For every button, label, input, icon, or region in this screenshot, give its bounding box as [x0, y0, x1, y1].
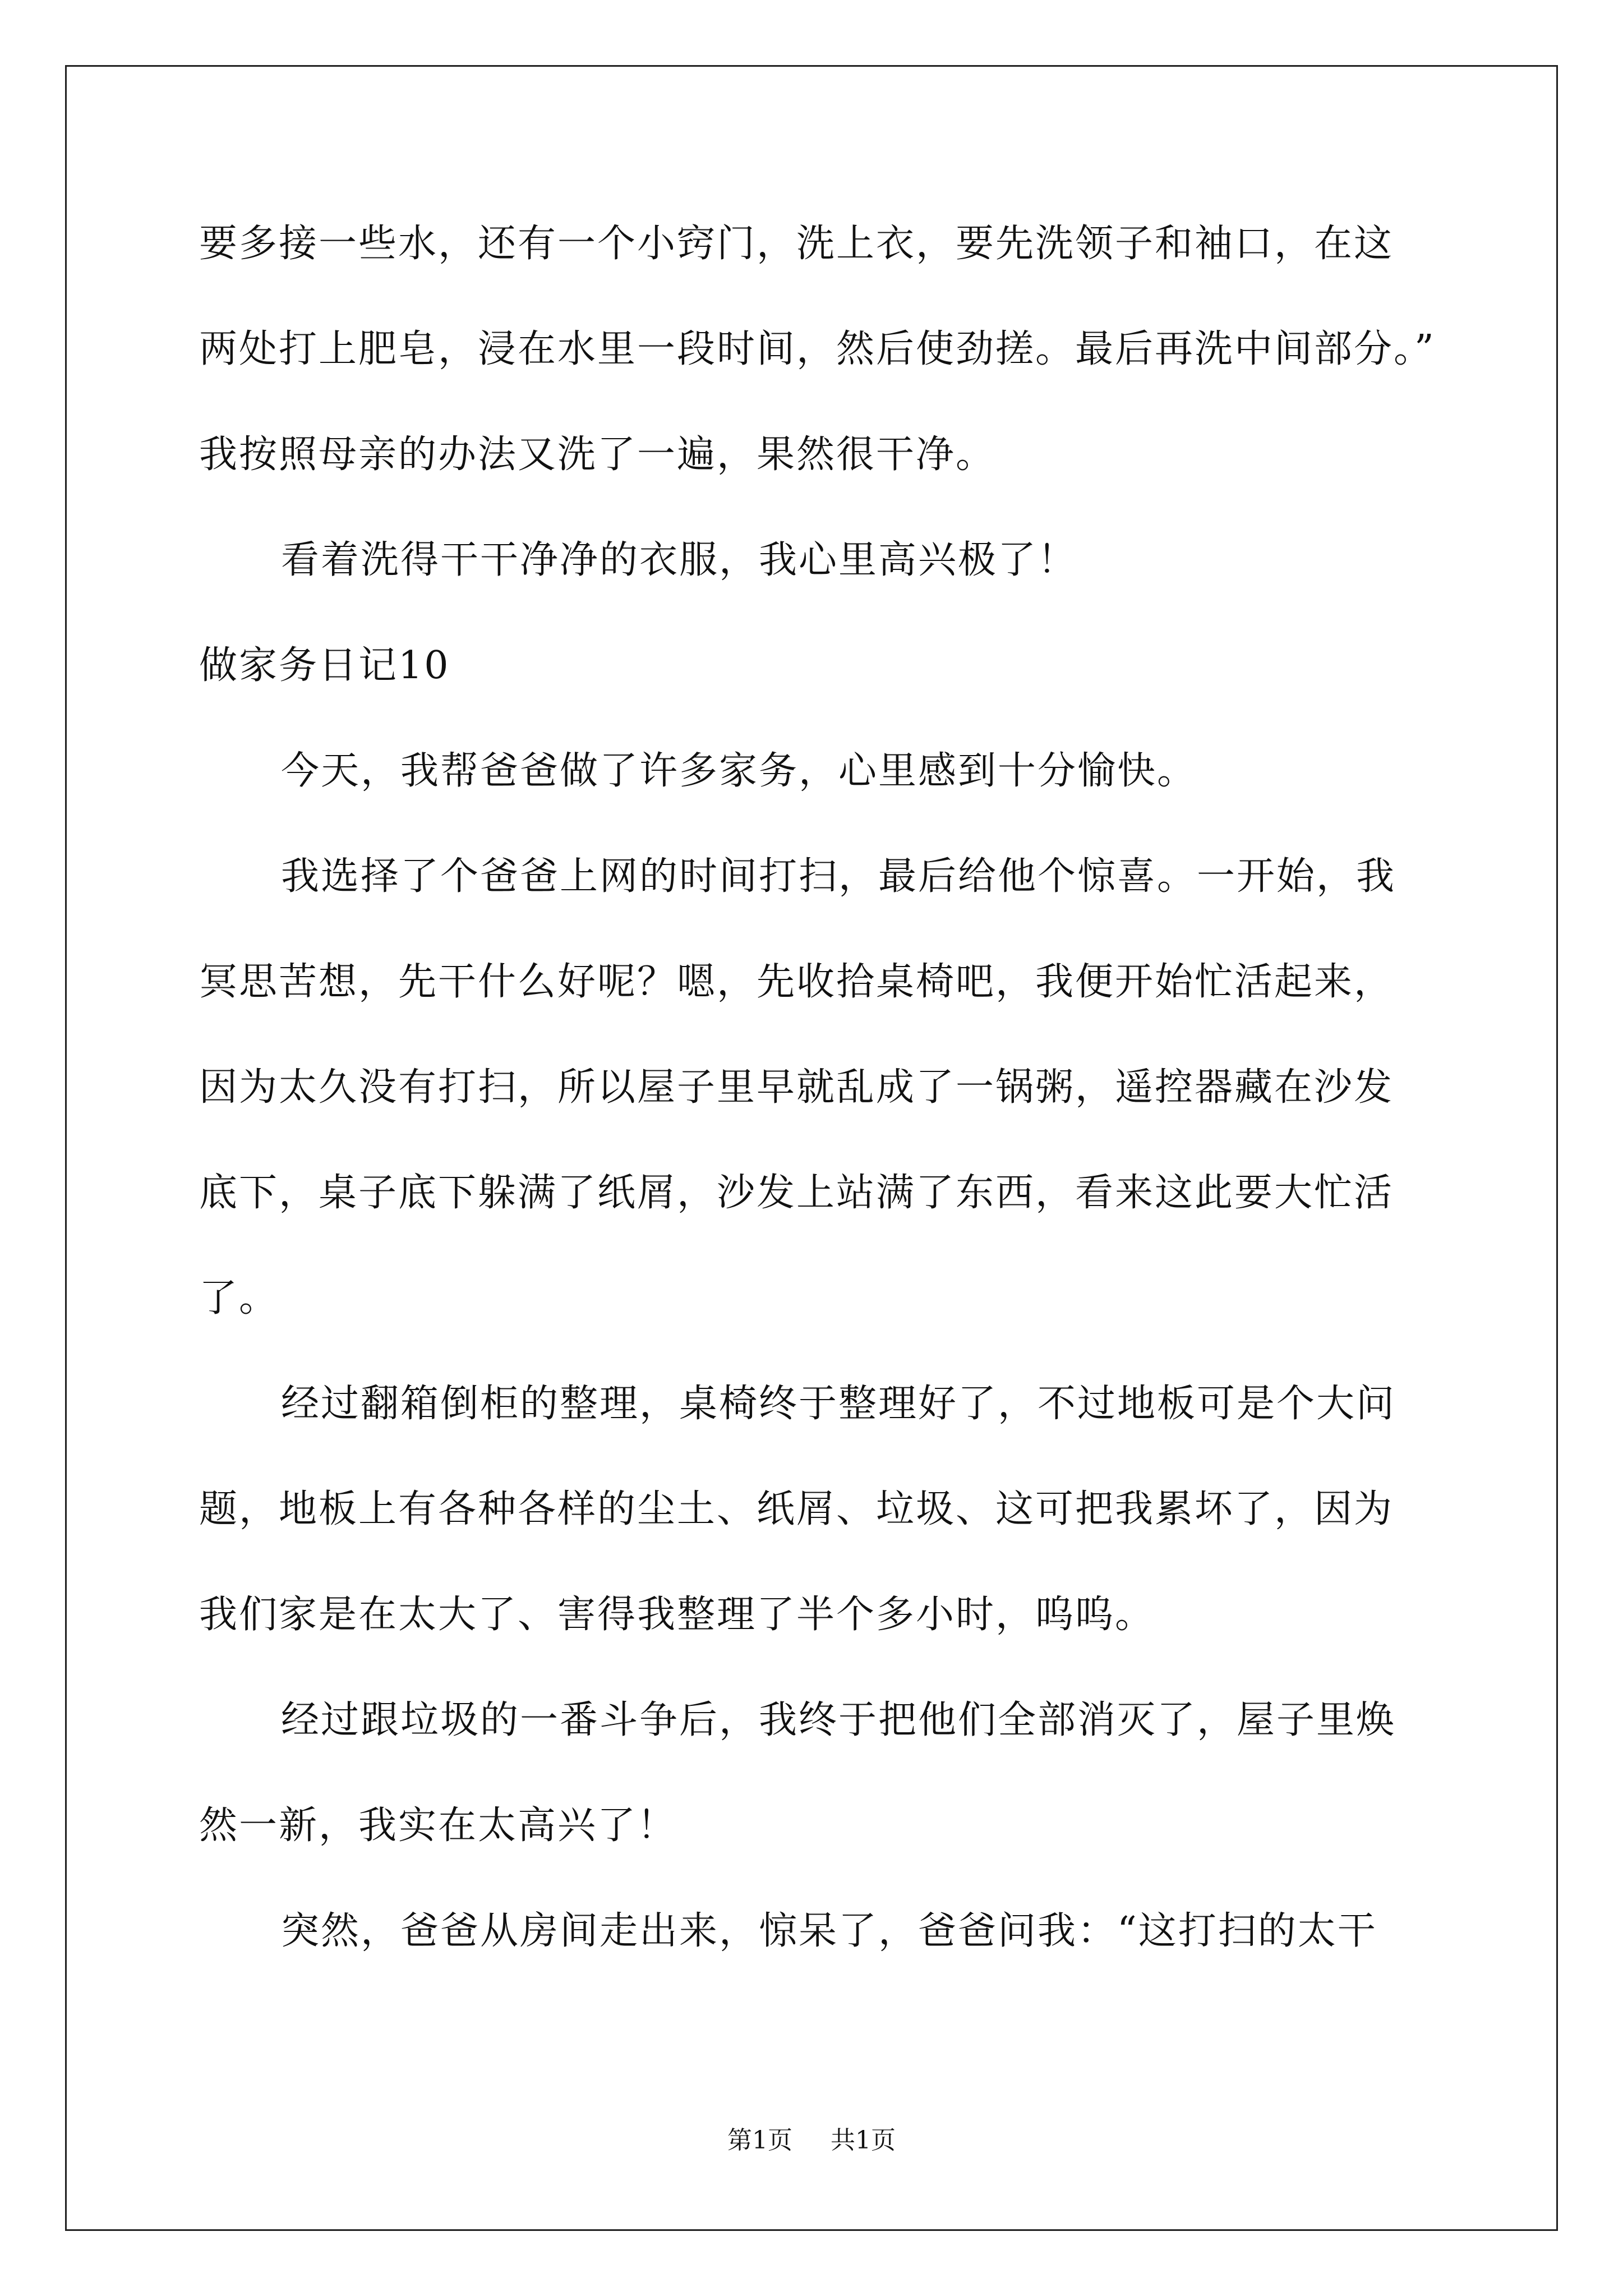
- text-line: 因为太久没有打扫，所以屋子里早就乱成了一锅粥，遥控器藏在沙发: [199, 1065, 1394, 1110]
- text-line: 我按照母亲的办法又洗了一遍，果然很干净。: [199, 432, 996, 477]
- text-line: 今天，我帮爸爸做了许多家务，心里感到十分愉快。: [281, 749, 1197, 793]
- page-footer: [0, 2125, 1623, 2156]
- text-line: 我选择了个爸爸上网的时间打扫，最后给他个惊喜。一开始，我: [281, 854, 1396, 899]
- text-line: 看着洗得干干净净的衣服，我心里高兴极了！: [281, 538, 1078, 582]
- text-line: 要多接一些水，还有一个小窍门，洗上衣，要先洗领子和袖口，在这: [199, 222, 1394, 266]
- page-border: [65, 65, 1558, 2231]
- section-heading: 做家务日记10: [199, 643, 450, 688]
- page-number: 第1页: [727, 2126, 792, 2155]
- text-line: 然一新，我实在太高兴了！: [199, 1803, 677, 1848]
- text-line: 冥思苦想，先干什么好呢？嗯，先收拾桌椅吧，我便开始忙活起来，: [199, 960, 1394, 1004]
- text-line: 了。: [199, 1276, 279, 1320]
- text-line: 题，地板上有各种各样的尘土、纸屑、垃圾、这可把我累坏了，因为: [199, 1487, 1394, 1531]
- text-line: 我们家是在太大了、害得我整理了半个多小时，呜呜。: [199, 1593, 1155, 1637]
- text-line: 两处打上肥皂，浸在水里一段时间，然后使劲搓。最后再洗中间部分。”: [199, 327, 1436, 371]
- text-line: 经过跟垃圾的一番斗争后，我终于把他们全部消灭了，屋子里焕: [281, 1698, 1396, 1742]
- text-line: 突然，爸爸从房间走出来，惊呆了，爸爸问我：“这打扫的太干: [281, 1909, 1377, 1953]
- text-line: 经过翻箱倒柜的整理，桌椅终于整理好了，不过地板可是个大问: [281, 1382, 1396, 1426]
- page-total: 共1页: [831, 2126, 896, 2155]
- text-line: 底下，桌子底下躲满了纸屑，沙发上站满了东西，看来这此要大忙活: [199, 1171, 1394, 1215]
